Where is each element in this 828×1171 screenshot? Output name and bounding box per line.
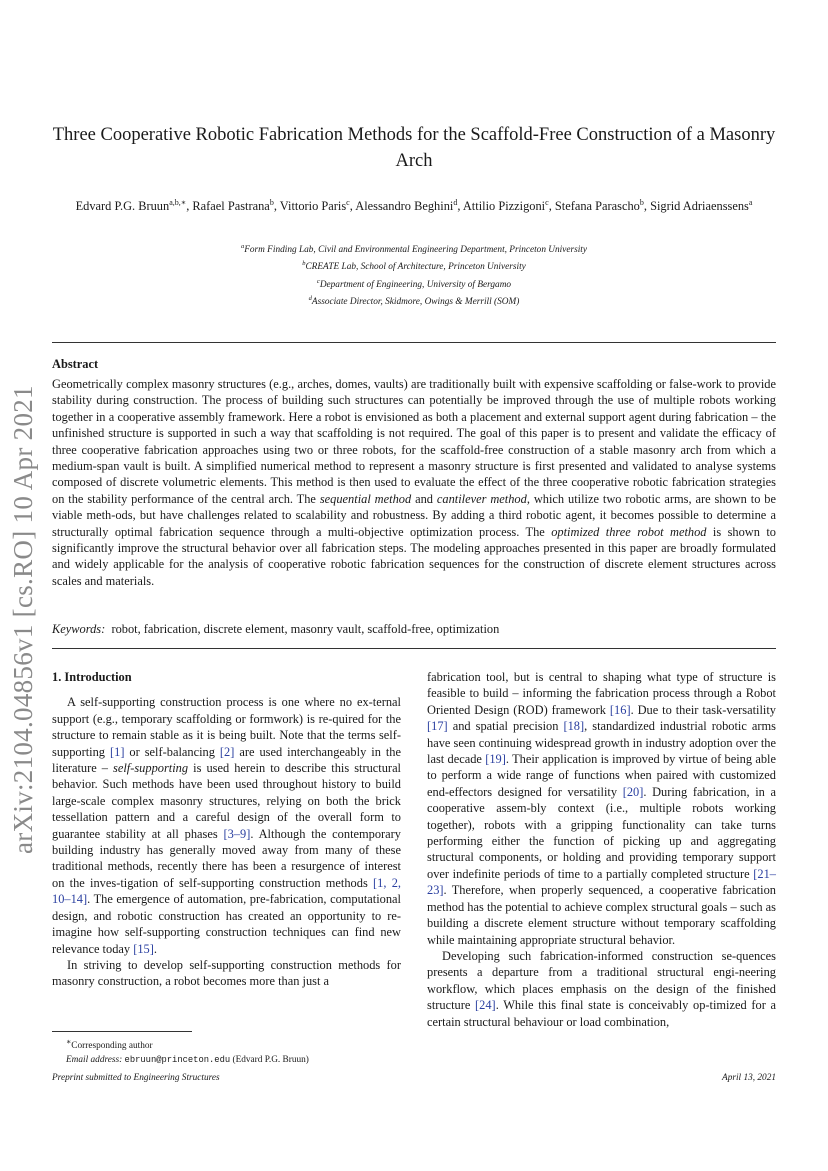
text-run: are used interchangeably in the literature – (52, 744, 402, 776)
citation-link[interactable]: [2] (219, 744, 235, 759)
footnote-rule (52, 1031, 192, 1032)
right-column-body (427, 669, 776, 1030)
citation-link[interactable]: [21–23] (427, 866, 776, 898)
paragraph (427, 669, 776, 948)
text-run: A self-supporting construction process is one where no ex-ternal support (e.g., temporary scaffolding or formwork) is re-quired for the structure to remain stable as it is being built. Note that the terms self-supporting (52, 695, 401, 759)
author-name: Edvard P.G. Bruun (75, 199, 170, 214)
email-address[interactable]: ebruun@princeton.edu (124, 1054, 231, 1065)
email-owner: (Edvard P.G. Bruun) (232, 1054, 309, 1065)
citation-link[interactable]: [1, 2, 10–14] (52, 875, 401, 907)
text-run: . While this final state is conceivably op-timized for a certain structural behaviour or load combination, (427, 998, 776, 1029)
text-run: is shown to significantly improve the structural behavior over all fabrication steps. The modeling approaches presented in this paper are broadly formulated and widely applicable for the analysis of cooperative robotic fabrication sequences for the construction of discrete element structures across scales and materials. (52, 524, 776, 588)
author-name: Attilio Pizzigoni (462, 199, 546, 214)
affiliation (52, 240, 776, 257)
affiliation-mark: a (240, 243, 245, 250)
text-run: . During fabrication, in a cooperative assem-bly context (i.e., multiple robots working together), robots with a gripping functionality can take turns performing either the function of picking up and aggregating structural components, or holding and providing temporary support over indefinite periods of time to a partially completed structure (427, 784, 776, 881)
footnote (66, 1035, 309, 1067)
text-run: In striving to develop self-supporting construction methods for masonry construction, a robot becomes more than just a (52, 957, 401, 989)
text-run: . (153, 941, 157, 956)
text-run: . Their application is improved by virtue of being able to perform a wide range of functions when paired with customized end-effectors designed for versatility (427, 752, 776, 799)
emphasis: self-supporting (113, 761, 189, 776)
paragraph (52, 694, 401, 957)
text-run: is used herein to describe this structural behavior. Such methods have been used throughout history to build large-scale complex masonry structures, relying on both the brick tessellation pattern and a careful design of the overall form to guarantee stability at all phases (52, 761, 402, 841)
top-rule (52, 342, 776, 343)
author-affil-mark: c (545, 198, 549, 207)
citation-link[interactable]: [3–9] (223, 826, 251, 841)
left-column-body (52, 694, 401, 989)
text-run: . Although the contemporary building industry has generally moved away from many of these traditional methods, recently there has been a resurgence of interest on the inves-tigation of self-supporting construction methods (52, 826, 401, 890)
affiliation-list (52, 240, 776, 309)
author-list: Edvard P.G. Bruun$^{a,b,∗}$, Rafael Pastrana$^b$, Vittorio Paris$^c$, Alessandro Beghini$^d$, Attilio Pizzigoni$^c$, Stefana Parascho$^b$, Sigrid Adriaenssens$^a$ (75, 198, 753, 214)
text-run: , standardized industrial robotic arms have seen continuing widespread growth in industry adoption over the last decade (427, 719, 777, 767)
emphasis: optimized three robot method (551, 524, 707, 539)
affiliation-text: Form Finding Lab, Civil and Environmental Engineering Department, Princeton University (244, 245, 588, 256)
emphasis: cantilever method (436, 491, 527, 506)
citation-link[interactable]: [17] (427, 719, 448, 734)
keywords (52, 621, 776, 637)
author-affil-mark: d (453, 198, 458, 207)
affiliation (52, 275, 776, 292)
author-name: Stefana Parascho (554, 199, 640, 214)
citation-link[interactable]: [15] (133, 941, 154, 956)
citation-link[interactable]: [19] (485, 752, 506, 767)
text-run: or self-balancing (124, 744, 220, 759)
abstract-bottom-rule (52, 648, 776, 649)
author-name: Alessandro Beghini (355, 199, 454, 214)
text-run: and (411, 491, 437, 506)
affiliation-text: Associate Director, Skidmore, Owings & Merrill (SOM) (311, 296, 520, 307)
keywords-text: robot, fabrication, discrete element, masonry vault, scaffold-free, optimization (111, 622, 500, 636)
author-affil-mark: a (748, 198, 753, 207)
text-run: Geometrically complex masonry structures (e.g., arches, domes, vaults) are traditionally built with expensive scaffolding or false-work to provide stability during construction. The process of building such structures can potentially be improved through the use of multiple robots working together in a cooperative assembly framework. Here a robot is envisioned as both a placement and external support agent during fabrication – the unfinished structure is supported in such a way that scaffolding is not required. The goal of this paper is to present and validate the efficacy of three cooperative fabrication approaches using two or three robots, for the scaffold-free construction of a stable masonry arch from which a medium-span vault is built. A simplified numerical method to represent a masonry structure is first presented and validated to analyse systems composed of discrete volumetric elements. This method is then used to evaluate the effect of the three cooperative robotic fabrication strategies on the stability performance of the central arch. The (52, 377, 776, 506)
text-run: . Due to their task-versatility (630, 702, 776, 717)
author-affil-mark: b (639, 198, 644, 207)
citation-link[interactable]: [18] (563, 719, 585, 734)
paragraph (52, 957, 401, 990)
text-run: , which utilize two robotic arms, are shown to be viable meth-ods, but have challenges related to scalability and robustness. By adding a third robotic agent, it becomes possible to determine a structurally optimal fabrication sequence through a multi-objective optimization process. The (52, 491, 776, 539)
citation-link[interactable]: [16] (609, 702, 631, 717)
citation-link[interactable]: [24] (475, 998, 496, 1013)
author-affil-mark: a,b,∗ (169, 198, 187, 207)
paper-title: Three Cooperative Robotic Fabrication Methods for the Scaffold-Free Construction of a Masonry Arch (52, 125, 776, 171)
text-run: and spatial precision (447, 719, 564, 734)
email-label: Email address: (66, 1054, 123, 1065)
paragraph (427, 948, 776, 1030)
affiliation-text: Department of Engineering, University of Bergamo (319, 279, 512, 290)
author-name: Sigrid Adriaenssens (650, 199, 749, 214)
author-name: Vittorio Paris (279, 199, 347, 214)
affiliation-mark: b (302, 260, 306, 268)
footer-date: April 13, 2021 (722, 1073, 776, 1083)
text-run: Developing such fabrication-informed construction se-quences presents a departure from a traditional structural engi-neering workflow, which places emphasis on the design of the finished structure (427, 948, 776, 1013)
affiliation-text: CREATE Lab, School of Architecture, Princeton University (305, 262, 526, 273)
text-run: . Therefore, when properly sequenced, a cooperative fabrication method has the potential to achieve complex structural goals – such as building a discrete element structure without temporary scaffolding while maintaining appropriate structural behavior. (427, 883, 776, 947)
emphasis: sequential method (319, 491, 412, 506)
affiliation-mark: c (316, 277, 320, 285)
footer-journal: Preprint submitted to Engineering Structures (52, 1073, 220, 1083)
affiliation-mark: d (308, 294, 312, 302)
left-column (52, 669, 401, 990)
citation-link[interactable]: [20] (622, 784, 644, 799)
abstract-text (52, 376, 776, 589)
author-affil-mark: c (346, 198, 350, 207)
author-affil-mark: b (269, 198, 274, 207)
section-heading: 1. Introduction (52, 670, 132, 684)
text-run: fabrication tool, but is central to shaping what type of structure is feasible to build – informing the fabrication process through a Robot Oriented Design (ROD) framework (427, 670, 776, 717)
citation-link[interactable]: [1] (110, 744, 125, 759)
footnote-marker: ∗ (66, 1037, 72, 1046)
footnote-text: Corresponding author (71, 1041, 153, 1052)
text-run: . The emergence of automation, pre-fabrication, computational design, and robotic construction has created an opportunity to re-imagine how self-supporting construction techniques can find new relevance today (52, 892, 401, 956)
author-name: Rafael Pastrana (192, 199, 270, 214)
keywords-label: Keywords: (52, 622, 106, 636)
affiliation (52, 292, 776, 309)
abstract-heading: Abstract (52, 357, 99, 371)
affiliation (52, 257, 776, 274)
right-column (427, 669, 776, 1030)
arxiv-stamp: arXiv:2104.04856v1 [cs.RO] 10 Apr 2021 (8, 385, 38, 855)
